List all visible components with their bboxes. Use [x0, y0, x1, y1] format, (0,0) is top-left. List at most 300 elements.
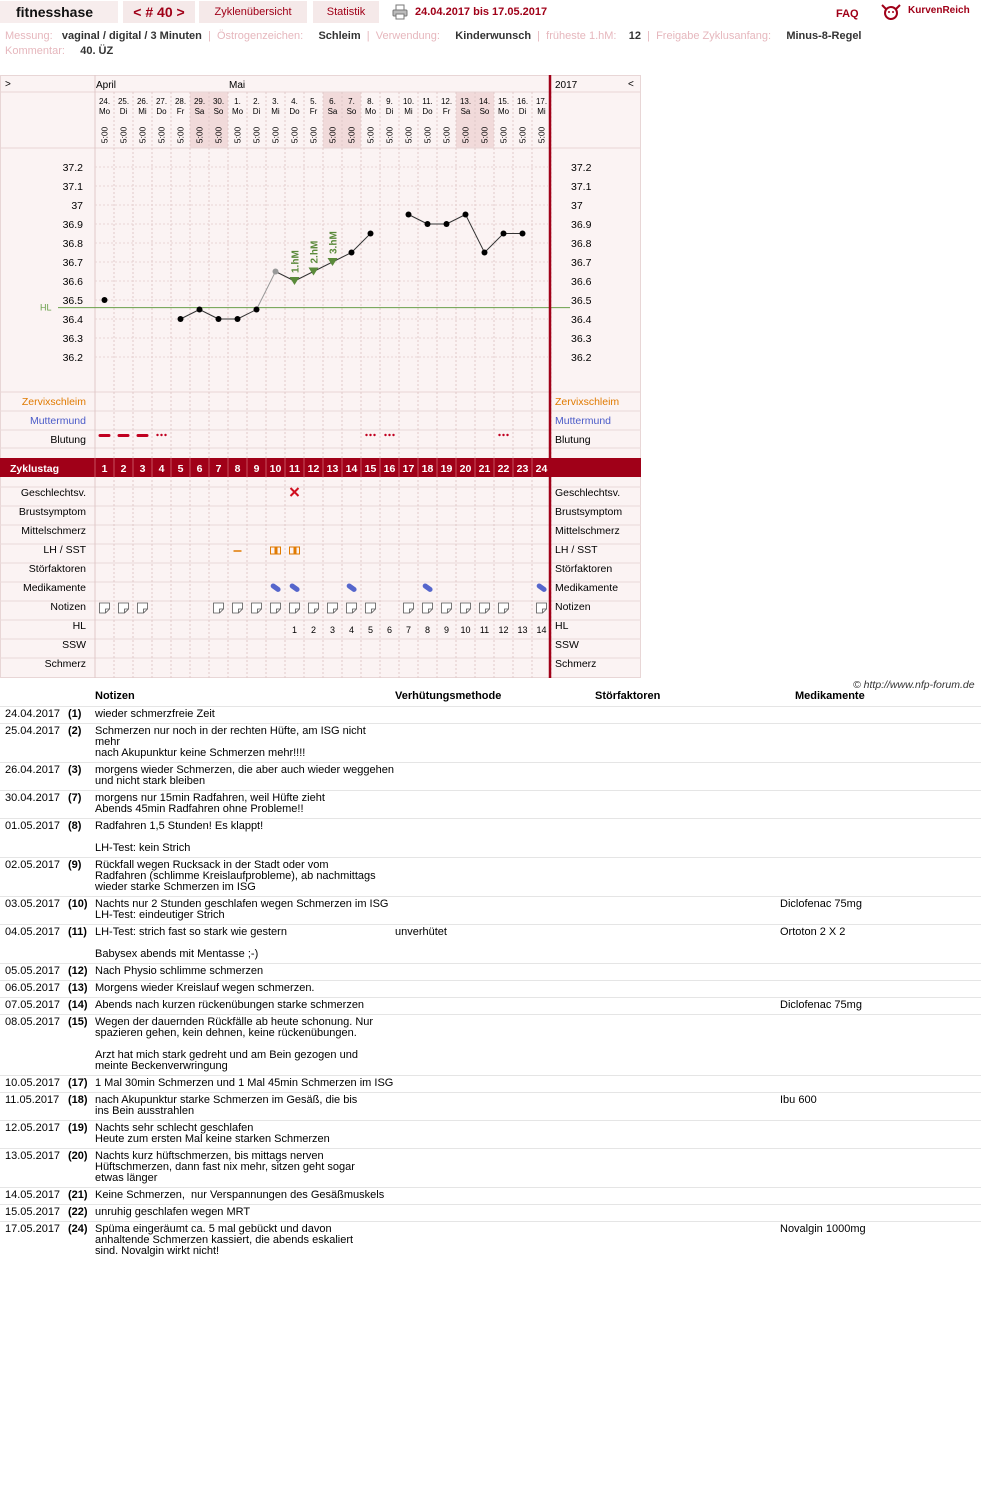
- temp-tick-right: 37: [571, 200, 583, 212]
- note-text: Nach Physio schlimme schmerzen: [95, 965, 264, 977]
- temp-curve-segment: [409, 215, 428, 225]
- temp-point: [216, 316, 222, 322]
- table-row: [0, 1204, 981, 1221]
- temp-tick-left: 37: [71, 200, 83, 212]
- table-row: [0, 896, 981, 924]
- month-label-mai: Mai: [229, 80, 246, 91]
- meta-value: Kinderwunsch: [455, 30, 532, 42]
- tab-statistics[interactable]: Statistik: [313, 1, 379, 23]
- time-label: 5:00: [270, 126, 281, 144]
- cycle-day-number: 5: [177, 463, 184, 475]
- note-cycle-day: (17): [68, 1077, 88, 1089]
- note-cycle-day: (10): [68, 898, 88, 910]
- weekday-label: Fr: [176, 107, 185, 116]
- temp-tick-right: 36.7: [571, 257, 592, 269]
- temp-point: [254, 307, 260, 313]
- time-label: 5:00: [289, 126, 300, 144]
- temp-point: [463, 212, 469, 218]
- temp-point: [482, 250, 488, 256]
- note-text: morgens nur 15min Radfahren, weil Hüfte zieht Abends 45min Radfahren ohne Probleme!!: [95, 792, 325, 815]
- cycle-day-number: 20: [459, 463, 472, 475]
- cycle-day-number: 8: [234, 463, 241, 475]
- note-icon: [404, 603, 414, 613]
- time-label: 5:00: [327, 126, 338, 144]
- weekday-label: Do: [289, 107, 300, 116]
- note-cycle-day: (9): [68, 859, 82, 871]
- row-label-lh: LH / SST: [43, 544, 86, 556]
- time-label: 5:00: [479, 126, 490, 144]
- time-label: 5:00: [99, 126, 110, 144]
- spotting-mark: [502, 434, 504, 436]
- hl-count: 12: [498, 625, 509, 635]
- table-row: [0, 1075, 981, 1092]
- note-text: Abends nach kurzen rückenübungen starke schmerzen: [95, 999, 365, 1011]
- nav-right-button: <: [628, 79, 634, 90]
- temp-point: [197, 307, 203, 313]
- time-label: 5:00: [365, 126, 376, 144]
- note-medication: Ibu 600: [780, 1094, 817, 1106]
- meta-line-2: [5, 45, 113, 57]
- meta-separator: |: [366, 30, 370, 42]
- spotting-mark: [365, 434, 367, 436]
- temp-tick-right: 36.6: [571, 276, 592, 288]
- note-date: 03.05.2017: [5, 898, 61, 910]
- row-label-muttermund: Muttermund: [29, 415, 86, 427]
- faq-link[interactable]: FAQ: [836, 8, 859, 20]
- note-date: 04.05.2017: [5, 926, 61, 938]
- temp-point: [444, 221, 450, 227]
- spotting-mark: [369, 434, 371, 436]
- note-date: 08.05.2017: [5, 1016, 61, 1028]
- note-date: 14.05.2017: [5, 1189, 61, 1201]
- note-date: 10.05.2017: [5, 1077, 61, 1089]
- row-label-zervix: Zervixschleim: [21, 396, 86, 408]
- date-label: 13.: [459, 97, 472, 106]
- top-bar: [0, 0, 981, 26]
- row-label-hl: HL: [72, 620, 86, 632]
- date-label: 4.: [291, 97, 298, 106]
- hl-count: 1: [291, 625, 298, 635]
- method-header: Verhütungsmethode: [395, 690, 502, 702]
- note-date: 01.05.2017: [5, 820, 61, 832]
- note-cycle-day: (22): [68, 1206, 88, 1218]
- cycle-day-number: 1: [101, 463, 108, 475]
- hl-count: 11: [479, 625, 490, 635]
- date-label: 17.: [535, 97, 548, 106]
- row-label-hl: HL: [555, 620, 569, 632]
- note-medication: Diclofenac 75mg: [780, 898, 862, 910]
- note-cycle-day: (21): [68, 1189, 88, 1201]
- tab-cycle-overview[interactable]: Zyklenübersicht: [199, 1, 307, 23]
- temp-point: [406, 212, 412, 218]
- temp-tick-left: 36.2: [62, 352, 83, 364]
- meta-value: vaginal / digital / 3 Minuten: [61, 30, 202, 42]
- note-cycle-day: (15): [68, 1016, 88, 1028]
- date-label: 7.: [348, 97, 355, 106]
- weekday-label: Mi: [271, 107, 280, 116]
- row-label-notizen: Notizen: [555, 601, 591, 613]
- note-date: 06.05.2017: [5, 982, 61, 994]
- cycle-day-number: 9: [253, 463, 260, 475]
- time-label: 5:00: [232, 126, 243, 144]
- note-text: Morgens wieder Kreislauf wegen schmerzen.: [95, 982, 315, 994]
- table-row: [0, 1148, 981, 1187]
- row-label-stoer: Störfaktoren: [28, 563, 86, 575]
- note-text: nach Akupunktur starke Schmerzen im Gesäß, die bis ins Bein ausstrahlen: [95, 1094, 358, 1117]
- note-cycle-day: (19): [68, 1122, 88, 1134]
- date-label: 15.: [497, 97, 510, 106]
- row-label-notizen: Notizen: [50, 601, 86, 613]
- note-text: Keine Schmerzen, nur Verspannungen des Gesäßmuskels: [95, 1189, 385, 1201]
- note-date: 12.05.2017: [5, 1122, 61, 1134]
- medication-pill-icon: [346, 582, 358, 592]
- table-row: [0, 818, 981, 857]
- note-icon: [100, 603, 110, 613]
- time-label: 5:00: [251, 126, 262, 144]
- table-row: [0, 963, 981, 980]
- date-label: 28.: [174, 97, 187, 106]
- note-date: 17.05.2017: [5, 1223, 61, 1235]
- note-method: unverhütet: [395, 926, 447, 938]
- note-medication: Ortoton 2 X 2: [780, 926, 846, 938]
- cycle-day-number: 21: [478, 463, 491, 475]
- row-label-schmerz: Schmerz: [555, 658, 597, 670]
- temp-point: [349, 250, 355, 256]
- table-row: [0, 1221, 981, 1260]
- temp-tick-left: 36.4: [62, 314, 83, 326]
- meta-line-1: [5, 30, 862, 42]
- row-label-ssw: SSW: [555, 639, 579, 651]
- note-text: Nachts kurz hüftschmerzen, bis mittags nerven Hüftschmerzen, dann fast nix mehr, sitzen geht sogar etwas länger: [95, 1150, 355, 1184]
- date-label: 9.: [386, 97, 393, 106]
- hl-count: 6: [386, 625, 393, 635]
- disturbance-header: Störfaktoren: [595, 690, 661, 702]
- cycle-day-number: 19: [440, 463, 453, 475]
- temp-tick-right: 36.5: [571, 295, 592, 307]
- date-label: 6.: [329, 97, 336, 106]
- note-icon: [309, 603, 319, 613]
- note-date: 11.05.2017: [5, 1094, 60, 1106]
- meta-value: 40. ÜZ: [80, 45, 114, 57]
- note-text: 1 Mal 30min Schmerzen und 1 Mal 45min Schmerzen im ISG: [95, 1077, 394, 1089]
- cycle-day-number: 7: [215, 463, 222, 475]
- weekday-label: So: [479, 107, 490, 116]
- time-label: 5:00: [498, 126, 509, 144]
- note-cycle-day: (8): [68, 820, 82, 832]
- weekday-label: Di: [385, 107, 394, 116]
- note-text: Radfahren 1,5 Stunden! Es klappt! LH-Test: kein Strich: [95, 820, 264, 854]
- date-label: 10.: [402, 97, 415, 106]
- cycle-day-number: 22: [497, 463, 510, 475]
- meta-separator: |: [207, 30, 211, 42]
- note-cycle-day: (3): [68, 764, 82, 776]
- month-label-april: April: [96, 80, 117, 91]
- weekday-label: Fr: [309, 107, 318, 116]
- temp-tick-right: 36.8: [571, 238, 592, 250]
- temp-tick-right: 36.4: [571, 314, 592, 326]
- cycle-day-number: 10: [269, 463, 282, 475]
- note-date: 05.05.2017: [5, 965, 61, 977]
- nav-left-button: >: [5, 79, 11, 90]
- weekday-label: Mi: [138, 107, 147, 116]
- time-label: 5:00: [346, 126, 357, 144]
- table-row: [0, 1120, 981, 1148]
- weekday-label: So: [346, 107, 357, 116]
- table-row: [0, 1092, 981, 1120]
- note-icon: [271, 603, 281, 613]
- spotting-mark: [164, 434, 166, 436]
- temp-point: [178, 316, 184, 322]
- table-row: [0, 1014, 981, 1075]
- cycle-day-number: 13: [326, 463, 339, 475]
- note-icon: [214, 603, 224, 613]
- table-row: [0, 924, 981, 963]
- hm-label: 2.hM: [309, 240, 321, 264]
- notes-header: Notizen: [95, 690, 135, 702]
- row-label-gv: Geschlechtsv.: [20, 487, 86, 499]
- temp-point: [273, 269, 279, 275]
- cycle-day-number: 2: [120, 463, 127, 475]
- hl-count: 9: [443, 625, 450, 635]
- hl-count: 3: [329, 625, 336, 635]
- note-cycle-day: (1): [68, 708, 82, 720]
- weekday-label: Mi: [537, 107, 546, 116]
- note-date: 25.04.2017: [5, 725, 61, 737]
- note-cycle-day: (7): [68, 792, 82, 804]
- note-icon: [347, 603, 357, 613]
- temp-tick-right: 36.2: [571, 352, 592, 364]
- username: fitnesshase: [0, 1, 118, 23]
- meta-label: Freigabe Zyklusanfang:: [656, 30, 772, 42]
- chart-canvas: [0, 75, 641, 678]
- note-date: 26.04.2017: [5, 764, 61, 776]
- time-label: 5:00: [517, 126, 528, 144]
- spotting-mark: [498, 434, 500, 436]
- temp-point: [368, 231, 374, 237]
- logo-icon: [880, 2, 902, 20]
- cycle-day-number: 24: [535, 463, 548, 475]
- temp-curve-segment: [447, 215, 466, 225]
- row-label-zyklustag: Zyklustag: [10, 463, 60, 475]
- medication-header: Medikamente: [795, 690, 865, 702]
- temp-tick-left: 36.9: [62, 219, 83, 231]
- date-label: 3.: [272, 97, 279, 106]
- medication-pill-icon: [536, 582, 548, 592]
- time-label: 5:00: [460, 126, 471, 144]
- time-label: 5:00: [156, 126, 167, 144]
- cycle-chart: [0, 75, 641, 678]
- time-label: 5:00: [384, 126, 395, 144]
- weekday-label: Sa: [194, 107, 205, 116]
- meta-value: Minus-8-Regel: [786, 30, 862, 42]
- cycle-day-number: 3: [139, 463, 146, 475]
- temp-tick-left: 36.3: [62, 333, 83, 345]
- temp-tick-right: 37.1: [571, 181, 592, 193]
- meta-separator: |: [537, 30, 541, 42]
- temp-tick-left: 36.5: [62, 295, 83, 307]
- cycle-day-number: 4: [158, 463, 165, 475]
- meta-label: früheste 1.hM:: [546, 30, 617, 42]
- meta-label: Messung:: [5, 30, 53, 42]
- meta-separator: |: [647, 30, 650, 42]
- note-icon: [290, 603, 300, 613]
- meta-label: Verwendung:: [375, 30, 440, 42]
- temp-point: [102, 297, 108, 303]
- spotting-mark: [156, 434, 158, 436]
- temp-point: [235, 316, 241, 322]
- weekday-label: Sa: [460, 107, 471, 116]
- note-cycle-day: (13): [68, 982, 88, 994]
- kurvenreich-logo[interactable]: [880, 2, 980, 22]
- weekday-label: So: [213, 107, 224, 116]
- temp-tick-left: 37.2: [62, 162, 83, 174]
- cycle-day-number: 14: [345, 463, 358, 475]
- hl-count: 14: [536, 625, 547, 635]
- note-date: 02.05.2017: [5, 859, 61, 871]
- weekday-label: Mi: [404, 107, 413, 116]
- weekday-label: Do: [422, 107, 433, 116]
- weekday-label: Sa: [327, 107, 338, 116]
- year-label: 2017: [555, 80, 578, 91]
- row-label-muttermund: Muttermund: [555, 415, 612, 427]
- date-label: 14.: [478, 97, 491, 106]
- meta-value: Schleim: [318, 30, 361, 42]
- cycle-day-number: 16: [383, 463, 396, 475]
- note-icon: [233, 603, 243, 613]
- hm-label: 1.hM: [290, 250, 302, 273]
- spotting-mark: [160, 434, 162, 436]
- note-medication: Diclofenac 75mg: [780, 999, 862, 1011]
- time-label: 5:00: [213, 126, 224, 144]
- temp-point: [520, 231, 526, 237]
- weekday-label: Mo: [231, 107, 244, 116]
- note-medication: Novalgin 1000mg: [780, 1223, 866, 1235]
- date-label: 11.: [422, 97, 433, 106]
- row-label-brust: Brustsymptom: [555, 506, 623, 518]
- note-date: 07.05.2017: [5, 999, 61, 1011]
- row-label-brust: Brustsymptom: [18, 506, 86, 518]
- temp-tick-left: 37.1: [62, 181, 83, 193]
- row-label-schmerz: Schmerz: [44, 658, 86, 670]
- date-label: 1.: [234, 97, 241, 106]
- note-text: Nachts nur 2 Stunden geschlafen wegen Schmerzen im ISG LH-Test: eindeutiger Strich: [95, 898, 389, 921]
- note-cycle-day: (20): [68, 1150, 88, 1162]
- time-label: 5:00: [308, 126, 319, 144]
- temp-tick-left: 36.7: [62, 257, 83, 269]
- hm-label: 3.hM: [328, 231, 340, 254]
- date-label: 29.: [193, 97, 206, 106]
- lh-test-strip: [294, 547, 297, 554]
- weekday-label: Mo: [364, 107, 377, 116]
- time-label: 5:00: [118, 126, 129, 144]
- weekday-label: Fr: [442, 107, 451, 116]
- row-label-blutung: Blutung: [50, 434, 86, 446]
- higher-measurement-marker: [309, 268, 319, 276]
- row-label-zervix: Zervixschleim: [555, 396, 620, 408]
- table-row: [0, 723, 981, 762]
- intercourse-cross-icon: [291, 488, 299, 496]
- medication-pill-icon: [270, 582, 282, 592]
- cycle-day-number: 12: [307, 463, 320, 475]
- time-label: 5:00: [175, 126, 186, 144]
- temp-point: [425, 221, 431, 227]
- table-row: [0, 1187, 981, 1204]
- cycle-navigator[interactable]: < # 40 >: [123, 1, 195, 23]
- bleeding-mark: [99, 434, 111, 437]
- row-label-blutung: Blutung: [555, 434, 591, 446]
- time-label: 5:00: [536, 126, 547, 144]
- cycle-day-number: 23: [516, 463, 529, 475]
- weekday-label: Di: [518, 107, 527, 116]
- temp-tick-left: 36.6: [62, 276, 83, 288]
- weekday-label: Do: [156, 107, 167, 116]
- weekday-label: Di: [252, 107, 261, 116]
- note-text: Wegen der dauernden Rückfälle ab heute schonung. Nur spazieren gehen, kein dehnen, keine rückenübungen. Arzt hat mich stark gedreht und am Bein gezogen und meinte Beckenverwringung: [95, 1016, 374, 1072]
- hl-count: 10: [460, 625, 471, 635]
- note-icon: [442, 603, 452, 613]
- note-icon: [138, 603, 148, 613]
- time-label: 5:00: [403, 126, 414, 144]
- hl-count: 4: [348, 625, 355, 635]
- note-cycle-day: (2): [68, 725, 82, 737]
- note-text: unruhig geschlafen wegen MRT: [95, 1206, 251, 1218]
- logo-text: KurvenReich: [908, 5, 970, 16]
- meta-value: 12: [628, 30, 641, 42]
- note-icon: [480, 603, 490, 613]
- temp-point: [501, 231, 507, 237]
- note-date: 13.05.2017: [5, 1150, 61, 1162]
- bleeding-mark: [137, 434, 149, 437]
- hl-count: 13: [517, 625, 528, 635]
- table-row: [0, 706, 981, 723]
- note-text: Rückfall wegen Rucksack in der Stadt oder vom Radfahren (schlimme Kreislaufprobleme), ab nachmittags wieder starke Schmerzen im ISG: [95, 859, 376, 893]
- cycle-day-number: 18: [421, 463, 434, 475]
- note-icon: [423, 603, 433, 613]
- row-label-mittel: Mittelschmerz: [555, 525, 620, 537]
- hl-count: 5: [367, 625, 374, 635]
- time-label: 5:00: [137, 126, 148, 144]
- note-cycle-day: (12): [68, 965, 88, 977]
- date-label: 25.: [117, 97, 130, 106]
- meta-label: Kommentar:: [5, 45, 65, 57]
- temp-tick-right: 36.3: [571, 333, 592, 345]
- row-label-med: Medikamente: [555, 582, 619, 594]
- weekday-label: Mo: [497, 107, 510, 116]
- note-text: morgens wieder Schmerzen, die aber auch wieder weggehen und nicht stark bleiben: [95, 764, 395, 787]
- table-row: [0, 790, 981, 818]
- time-label: 5:00: [422, 126, 433, 144]
- row-label-med: Medikamente: [22, 582, 86, 594]
- cycle-day-number: 17: [402, 463, 415, 475]
- bleeding-mark: [118, 434, 130, 437]
- table-row: [0, 762, 981, 790]
- table-row: [0, 997, 981, 1014]
- note-date: 15.05.2017: [5, 1206, 61, 1218]
- medication-pill-icon: [422, 582, 434, 592]
- hl-label: HL: [40, 302, 52, 313]
- date-label: 26.: [136, 97, 149, 106]
- print-icon[interactable]: [392, 4, 408, 20]
- date-label: 24.: [98, 97, 111, 106]
- note-date: 30.04.2017: [5, 792, 61, 804]
- date-range: 24.04.2017 bis 17.05.2017: [415, 6, 548, 18]
- note-cycle-day: (18): [68, 1094, 88, 1106]
- time-label: 5:00: [441, 126, 452, 144]
- note-icon: [537, 603, 547, 613]
- temp-tick-right: 36.9: [571, 219, 592, 231]
- weekday-label: Di: [119, 107, 128, 116]
- date-label: 5.: [310, 97, 317, 106]
